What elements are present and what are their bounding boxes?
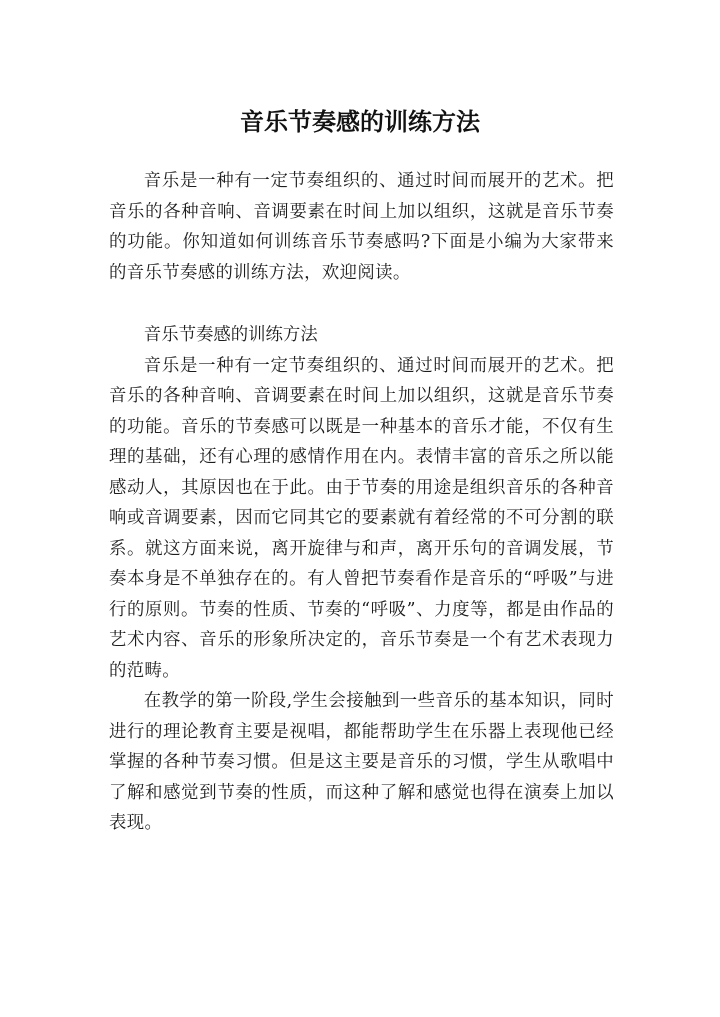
- section-heading: 音乐节奏感的训练方法: [143, 325, 318, 345]
- body-paragraph-2: 在教学的第一阶段,学生会接触到一些音乐的基本知识，同时进行的理论教育主要是视唱，都能帮助学生在乐器上表现他已经掌握的各种节奏习惯。但是这主要是音乐的习惯，学生从歌唱中了解和感觉到节奏的性质，而这种了解和感觉也得在演奏上加以表现。: [109, 691, 614, 833]
- body-paragraph-1: 音乐是一种有一定节奏组织的、通过时间而展开的艺术。把音乐的各种音响、音调要素在时间上加以组织，这就是音乐节奏的功能。音乐的节奏感可以既是一种基本的音乐才能，不仅有生理的基础，还有心理的感情作用在内。表情丰富的音乐之所以能感动人，其原因也在于此。由于节奏的用途是组织音乐的各种音响或音调要素，因而它同其它的要素就有着经常的不可分割的联系。就这方面来说，离开旋律与和声，离开乐句的音调发展，节奏本身是不单独存在的。有人曾把节奏看作是音乐的“呼吸”与进行的原则。节奏的性质、节奏的“呼吸”、力度等，都是由作品的 艺术内容、音乐的形象所决定的，音乐节奏是一个有艺术表现力的范畴。: [109, 355, 614, 681]
- document-title: 音乐节奏感的训练方法: [240, 108, 480, 137]
- paragraph-spacer: [109, 288, 614, 320]
- document-body: [109, 166, 614, 839]
- intro-paragraph: 音乐是一种有一定节奏组织的、通过时间而展开的艺术。把音乐的各种音响、音调要素在时间上加以组织，这就是音乐节奏的功能。你知道如何训练音乐节奏感吗?下面是小编为大家带来的音乐节奏感的训练方法，欢迎阅读。: [109, 171, 614, 283]
